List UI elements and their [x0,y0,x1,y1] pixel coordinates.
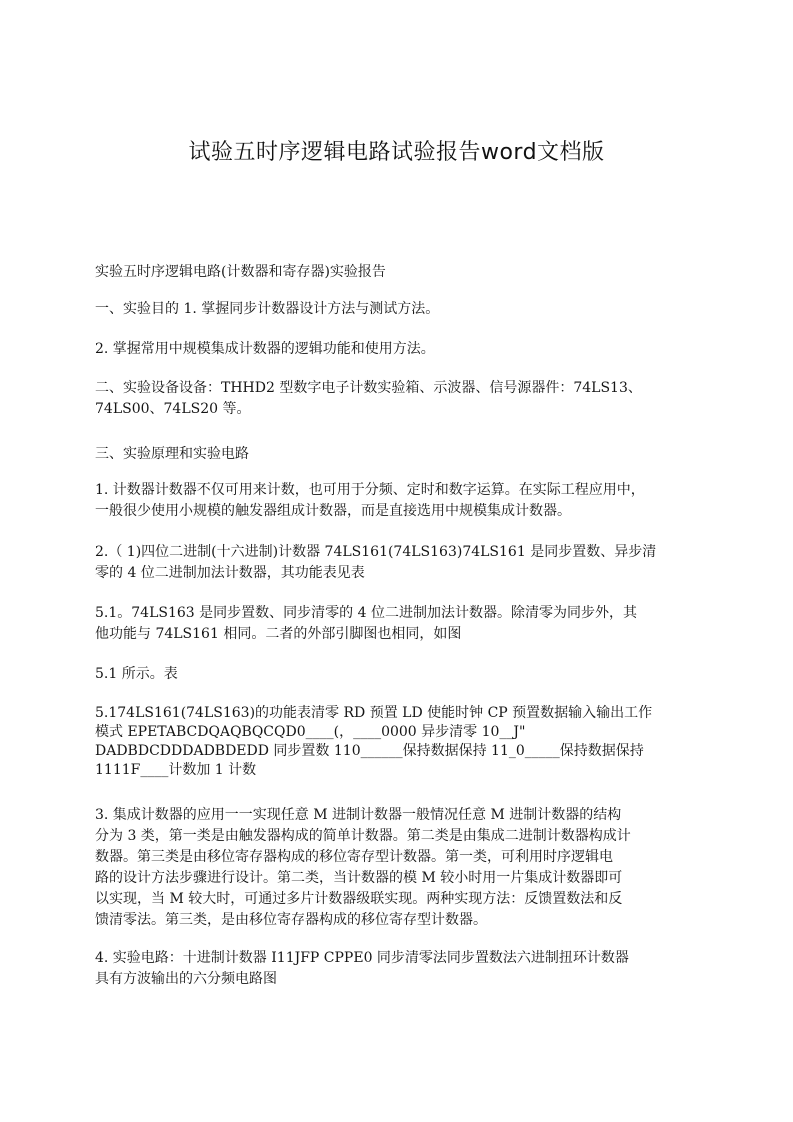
text-line: 二、实验设备设备：THHD2 型数字电子计数实验箱、示波器、信号源器件：74LS13、 [95,380,642,396]
text-line: 74LS00、74LS20 等。 [95,401,251,417]
paragraph-counter-application [95,805,715,931]
text-line: 2. 掌握常用中规模集成计数器的逻辑功能和使用方法。 [95,341,435,357]
document-title: 试验五时序逻辑电路试验报告word文档版 [188,140,605,165]
text-line: 5.1。74LS163 是同步置数、同步清零的 4 位二进制加法计数器。除清零为同步外，其 [95,605,637,621]
paragraph-report-heading [95,262,715,283]
text-line: 一般很少使用小规模的触发器组成计数器，而是直接选用中规模集成计数器。 [95,503,571,519]
text-line: 4. 实验电路：十进制计数器 I11JFP CPPE0 同步清零法同步置数法六进制扭环计数器 [95,950,629,966]
paragraph-figure-ref [95,664,715,685]
paragraph-objective-1 [95,299,715,320]
text-line: 数器。第三类是由移位寄存器构成的移位寄存型计数器。第一类，可利用时序逻辑电 [95,849,613,865]
text-line: 5.174LS161(74LS163)的功能表清零 RD 预置 LD 使能时钟 CP 预置数据输入输出工作 [95,705,653,721]
text-line: 一、实验目的 1. 掌握同步计数器设计方法与测试方法。 [95,301,440,317]
text-line: 实验五时序逻辑电路(计数器和寄存器)实验报告 [95,264,386,280]
text-line: 三、实验原理和实验电路 [95,446,249,462]
paragraph-objective-2 [95,339,715,360]
text-line: 2.（ 1)四位二进制(十六进制)计数器 74LS161(74LS163)74LS161 是同步置数、异步清 [95,544,657,560]
paragraph-counter-intro [95,480,715,522]
text-line: DADBDCDDDADBDEDD 同步置数 110______保持数据保持 11_0_____保持数据保持 [95,743,644,759]
paragraph-74ls163 [95,603,715,645]
section-heading-principle [95,444,715,465]
paragraph-function-table [95,704,715,780]
text-line: 零的 4 位二进制加法计数器，其功能表见表 [95,565,365,581]
text-line: 具有方波输出的六分频电路图 [95,971,277,987]
text-line: 1. 计数器计数器不仅可用来计数，也可用于分频、定时和数字运算。在实际工程应用中， [95,482,645,498]
paragraph-equipment [95,378,715,420]
paragraph-experiment-circuit [95,948,715,990]
text-line: 馈清零法。第三类，是由移位寄存器构成的移位寄存型计数器。 [95,912,487,928]
text-line: 1111F____计数加 1 计数 [95,762,257,778]
text-line: 路的设计方法步骤进行设计。第二类，当计数器的模 M 较小时用一片集成计数器即可 [95,870,623,886]
text-line: 他功能与 74LS161 相同。二者的外部引脚图也相同，如图 [95,626,462,642]
text-line: 分为 3 类，第一类是由触发器构成的简单计数器。第二类是由集成二进制计数器构成计 [95,828,631,844]
text-line: 5.1 所示。表 [95,666,178,682]
paragraph-74ls161 [95,542,715,584]
text-line: 模式 EPETABCDQAQBQCQD0____(，____0000 异步清零 10__J" [95,724,526,740]
text-line: 3. 集成计数器的应用一一实现任意 M 进制计数器一般情况任意 M 进制计数器的结构 [95,807,622,823]
text-line: 以实现，当 M 较大时，可通过多片计数器级联实现。两种实现方法：反馈置数法和反 [95,891,623,907]
